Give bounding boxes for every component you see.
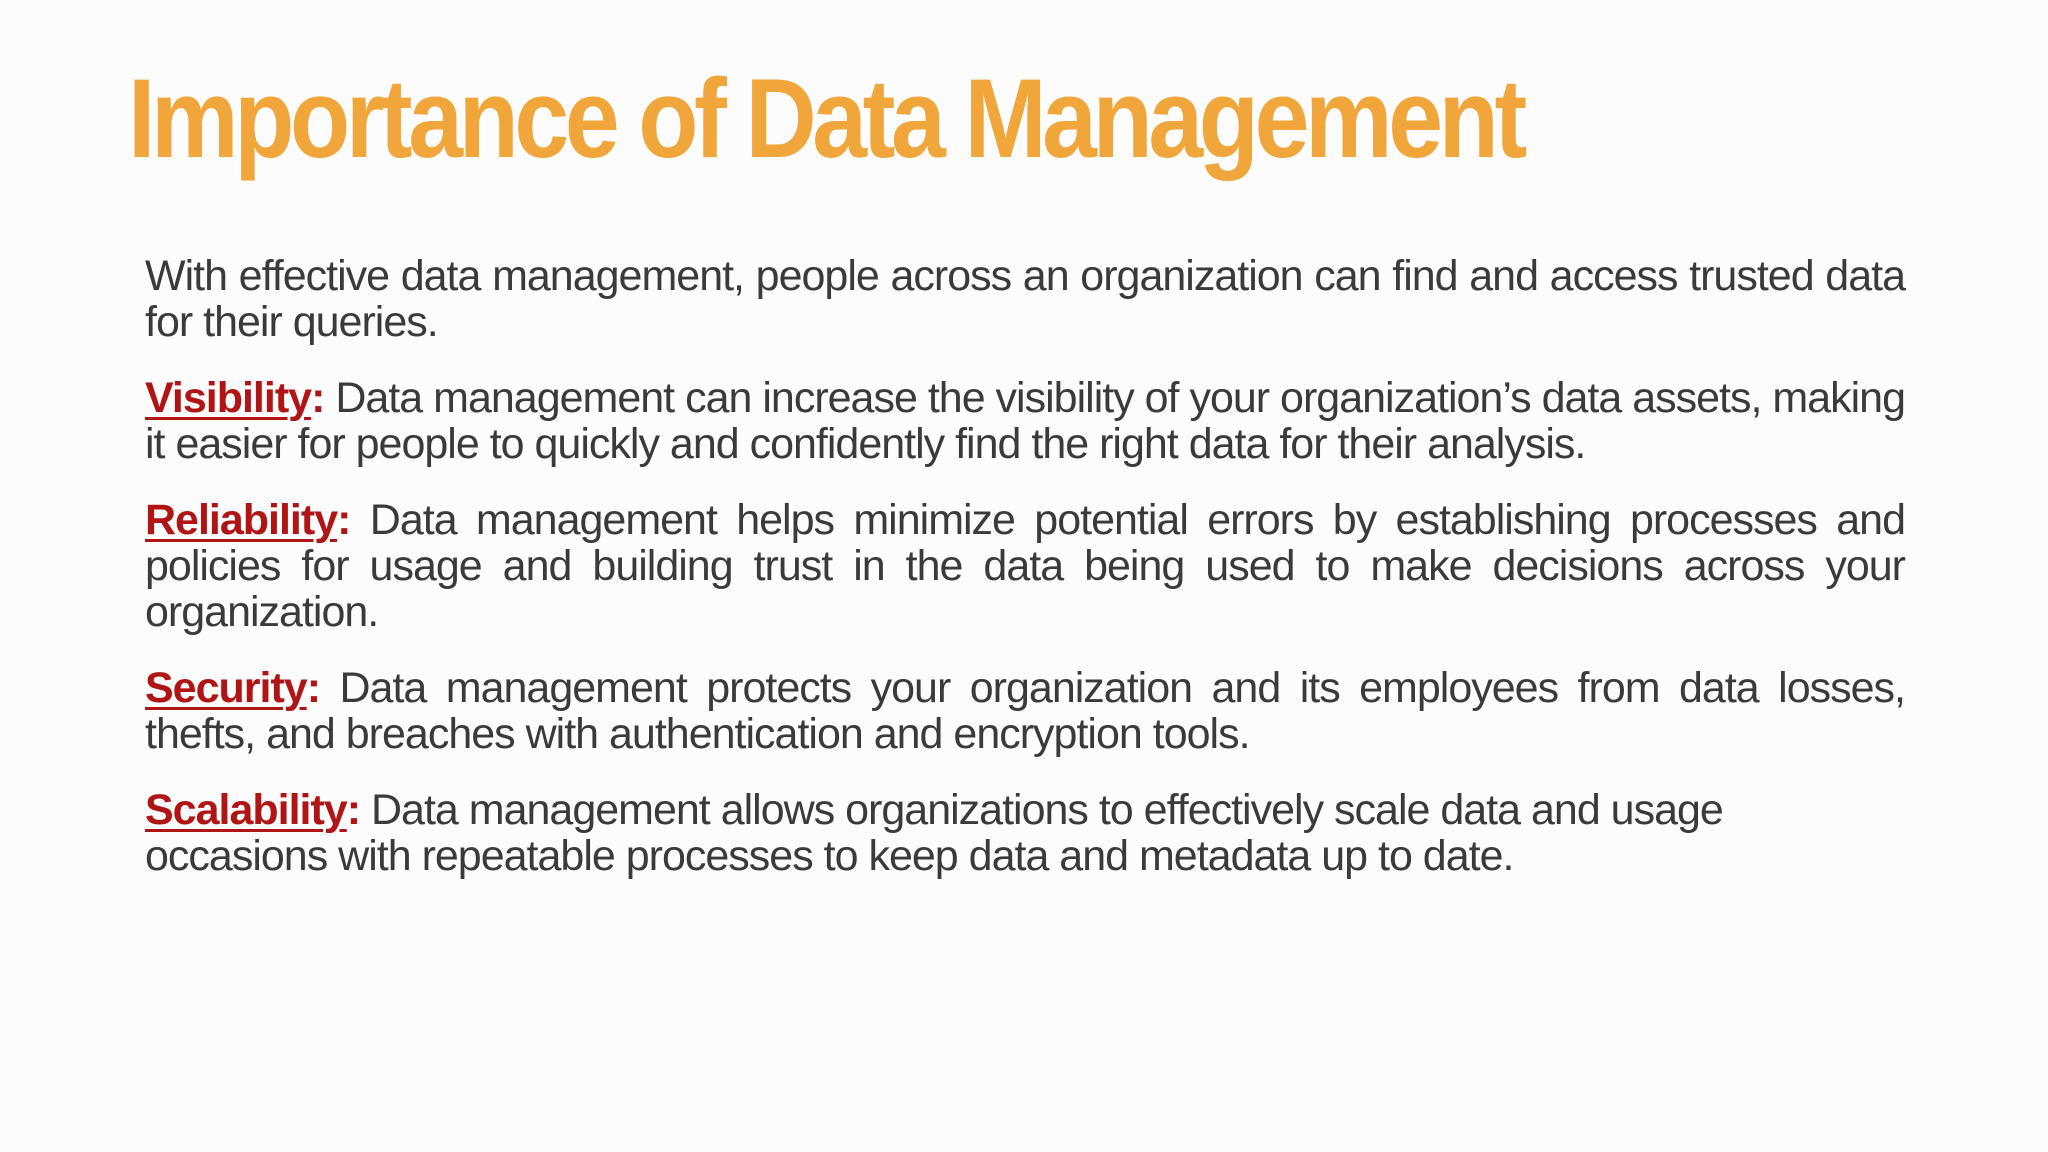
point-text: Data management allows organizations to effectively scale data and usage occasions with repeatable processes to keep data and metadata up to date. bbox=[145, 786, 1723, 880]
point-term: Reliability bbox=[145, 496, 338, 544]
point-text: Data management helps minimize potential errors by establishing processes and policies for usage and building trust in the data being used to make decisions across your organization. bbox=[145, 496, 1905, 636]
point-term: Security bbox=[145, 664, 307, 712]
slide-title: Importance of Data Management bbox=[128, 56, 1523, 181]
point-term: Scalability bbox=[145, 786, 347, 834]
point-visibility bbox=[145, 375, 1905, 467]
intro-paragraph: With effective data management, people across an organization can find and access trusted data for their queries. bbox=[145, 252, 1905, 346]
point-term: Visibility bbox=[145, 374, 312, 422]
point-reliability bbox=[145, 497, 1905, 635]
point-security bbox=[145, 665, 1905, 757]
point-colon: : bbox=[311, 374, 325, 422]
point-colon: : bbox=[346, 786, 361, 834]
point-colon: : bbox=[337, 496, 351, 544]
point-colon: : bbox=[306, 664, 321, 712]
point-text: Data management protects your organization and its employees from data losses, thefts, and breaches with authentication and encryption tools. bbox=[145, 664, 1905, 758]
point-text: Data management can increase the visibility of your organization’s data assets, making it easier for people to quickly and confidently find the right data for their analysis. bbox=[145, 374, 1905, 468]
slide-body bbox=[145, 253, 1905, 909]
point-scalability bbox=[145, 787, 1905, 879]
